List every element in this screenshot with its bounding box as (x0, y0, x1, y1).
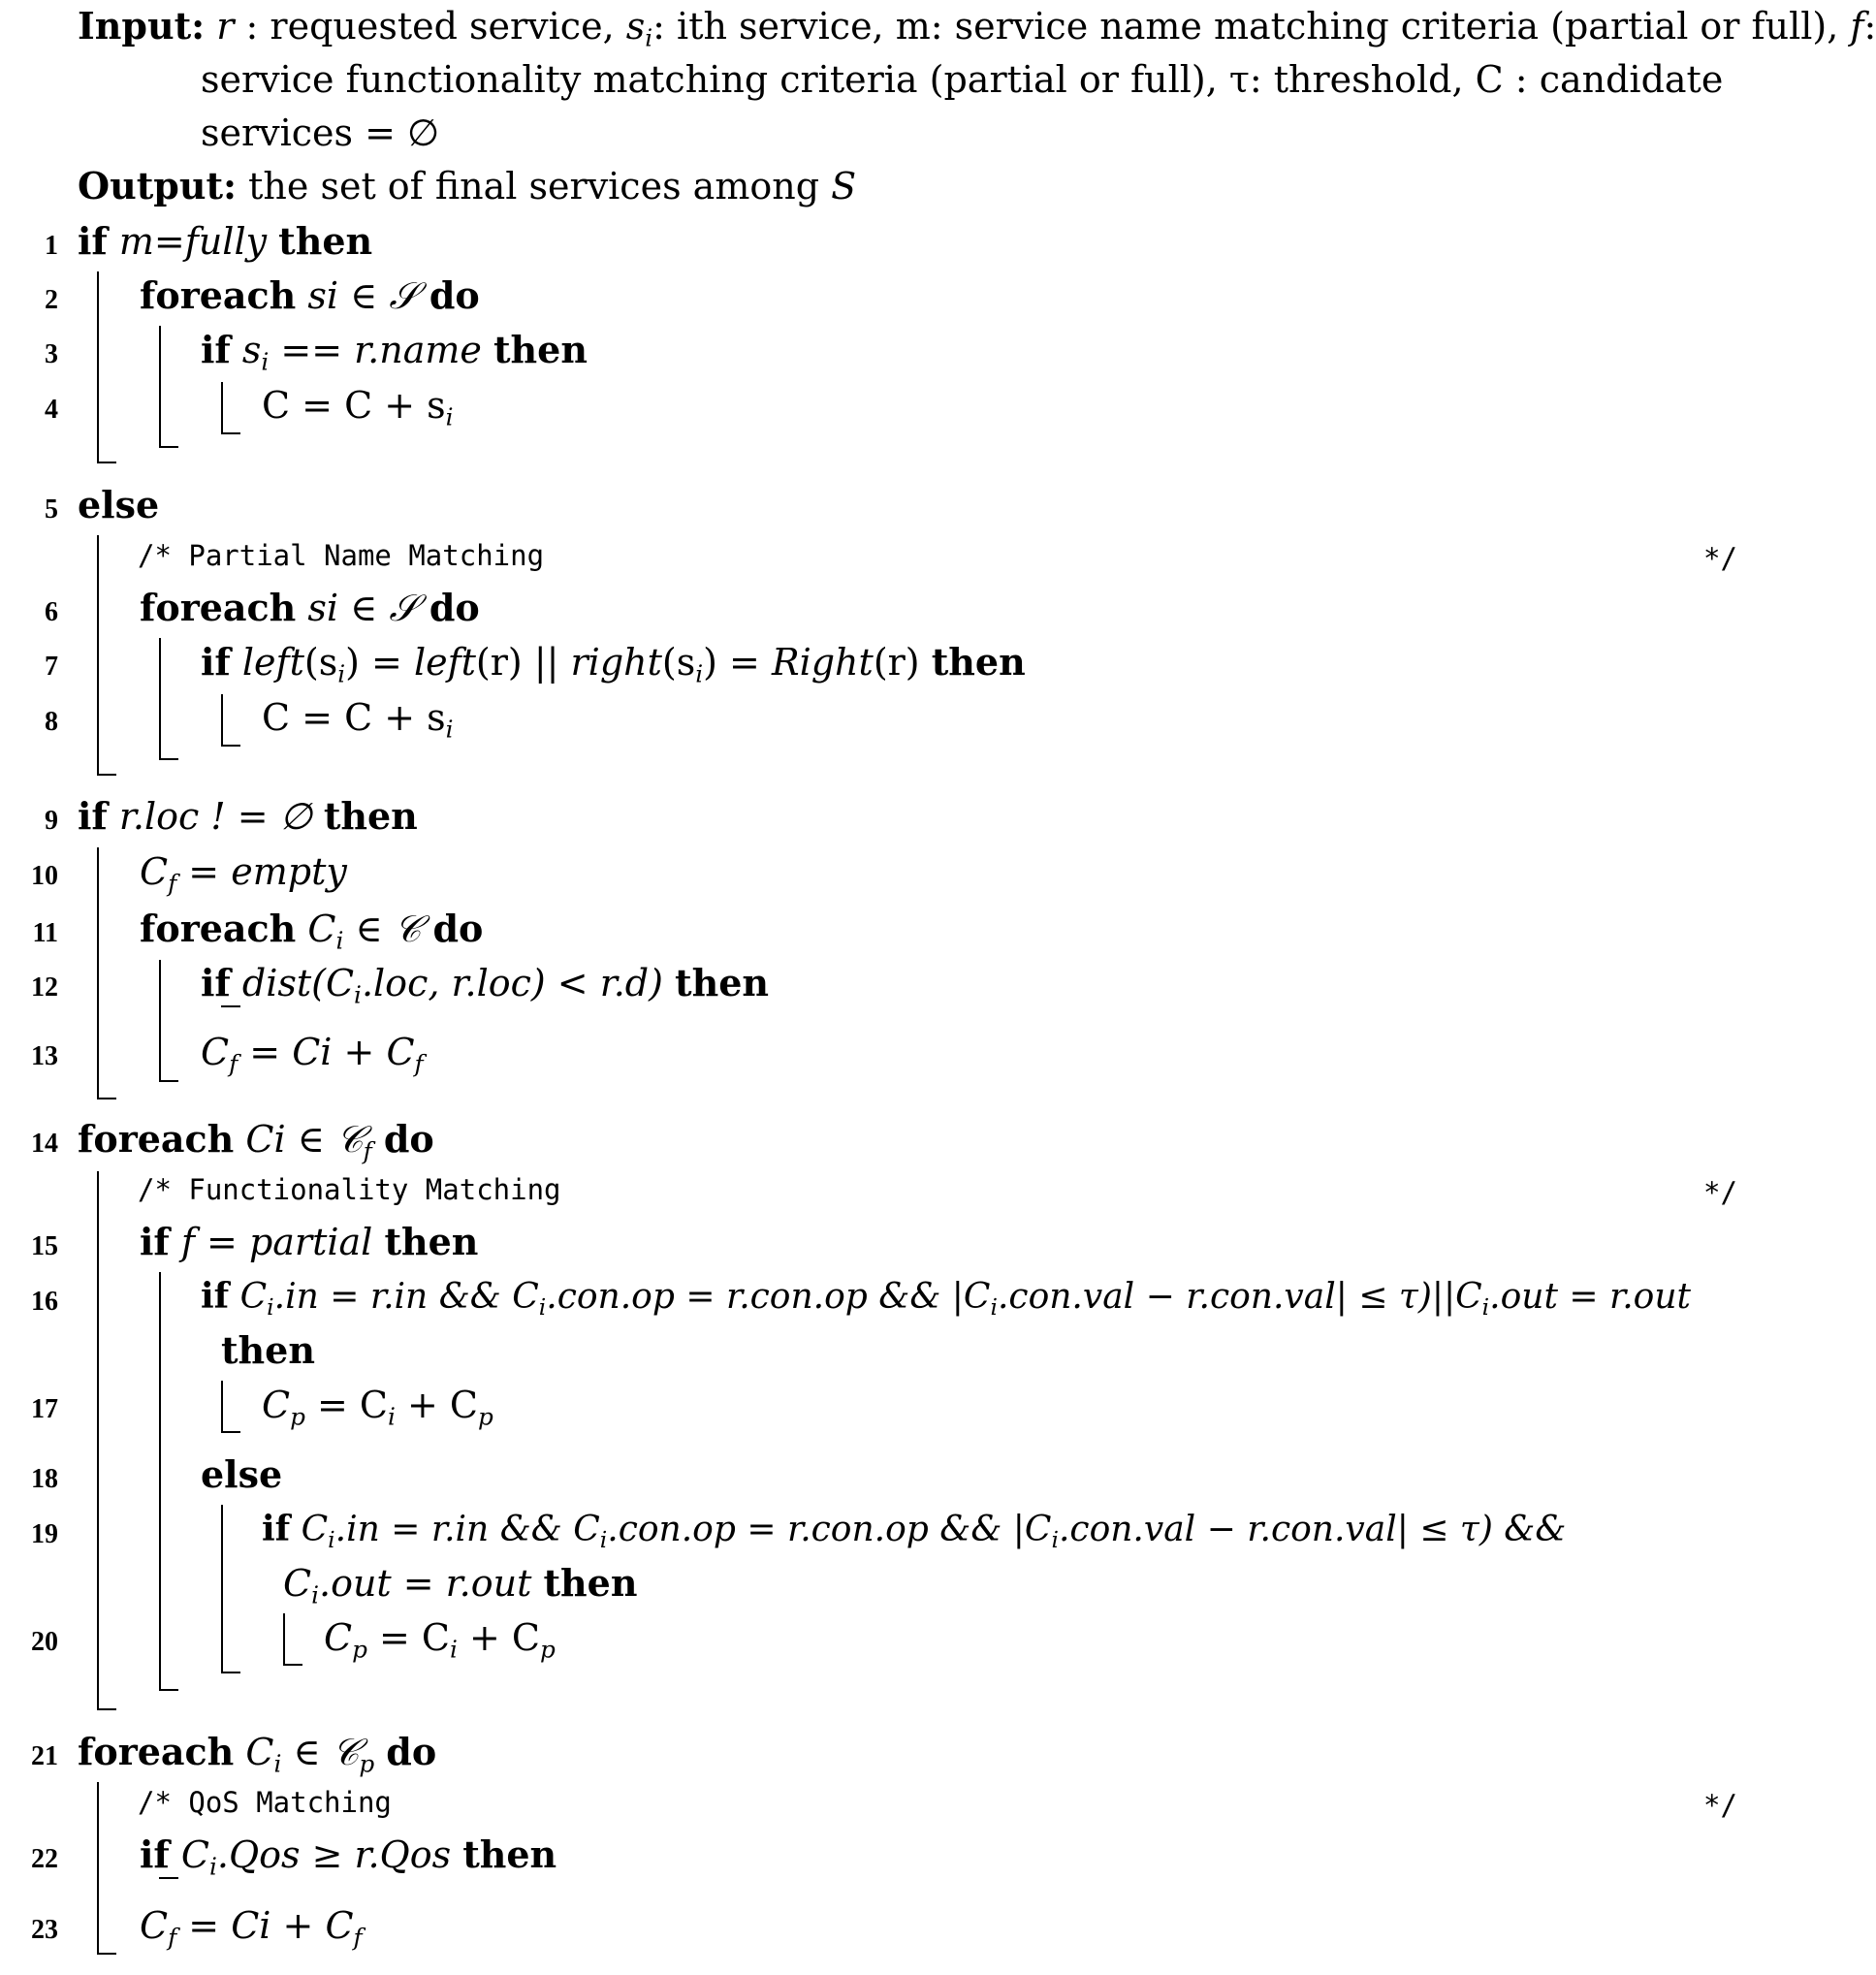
expr-sub: i (695, 659, 704, 688)
expr: .con.op = r.con.op && |C (546, 1277, 991, 1317)
line-number: 5 (45, 494, 58, 525)
block-rule (159, 326, 161, 448)
expr: = C (304, 1384, 388, 1426)
line-number: 20 (31, 1627, 58, 1657)
kw-do: do (432, 907, 484, 950)
line-number: 16 (31, 1287, 58, 1317)
expr: .con.val − r.con.val| ≤ τ)||C (997, 1277, 1482, 1317)
expr: = C (366, 1616, 450, 1659)
expr-sub: f (414, 1049, 424, 1078)
output-text: the set of final services among (248, 165, 820, 207)
block-rule (97, 271, 99, 463)
expr-sub: i (599, 1526, 608, 1554)
expr: (r) || (475, 641, 571, 684)
expr-sub: p (539, 1635, 556, 1664)
kw-else: else (78, 483, 160, 526)
input-var-s: s (625, 5, 646, 48)
kw-foreach: foreach (78, 1117, 235, 1161)
expr: C (201, 1031, 230, 1073)
expr-sub: i (387, 1402, 396, 1431)
expr: s (241, 329, 262, 371)
expr: .in = r.in && C (273, 1277, 539, 1317)
line-number: 9 (45, 806, 58, 836)
expr-sub: p (290, 1402, 305, 1431)
line-number: 3 (45, 339, 58, 369)
expr: si (307, 274, 339, 317)
expr: .in = r.in && C (334, 1510, 600, 1549)
expr-sub: i (538, 1293, 547, 1322)
block-rule (97, 1953, 116, 1955)
comment-qos: /* QoS Matching (138, 1786, 392, 1819)
block-rule (97, 462, 116, 463)
expr: .loc, r.loc) < r.d) (361, 962, 663, 1004)
block-rule (97, 1098, 116, 1099)
output-var: S (831, 165, 857, 207)
kw-foreach: foreach (78, 1730, 235, 1773)
block-rule (221, 432, 240, 434)
input-line-3: services = ∅ (201, 111, 440, 154)
algo-line-23 (140, 1904, 363, 1952)
line-number: 1 (45, 231, 58, 261)
kw-if: if (201, 961, 231, 1004)
block-rule (159, 1080, 178, 1082)
expr-sub: i (311, 1580, 319, 1609)
kw-if: if (201, 1276, 230, 1317)
expr: right (570, 641, 662, 684)
input-text-2: : ith service, m: service name matching criteria (partial or full), (652, 5, 1851, 48)
kw-if: if (78, 219, 108, 263)
expr-sub: i (354, 980, 362, 1009)
algo-line-22 (140, 1832, 557, 1881)
kw-if: if (262, 1509, 291, 1549)
output-label: Output: (78, 164, 238, 207)
line-number: 8 (45, 707, 58, 737)
expr-sub: i (267, 1293, 274, 1322)
expr: = Ci + C (238, 1031, 415, 1073)
block-rule (221, 1381, 223, 1433)
algo-line-5 (78, 483, 160, 526)
expr: ) = (703, 641, 772, 684)
expr: si (307, 587, 339, 629)
comment-end: */ (1703, 542, 1737, 575)
input-label: Input: (78, 4, 206, 48)
kw-then: then (323, 794, 418, 838)
algo-line-7 (201, 640, 1026, 688)
line-number: 4 (45, 395, 58, 425)
algo-line-12 (201, 961, 770, 1009)
expr: = Ci + C (176, 1904, 354, 1947)
expr: (s (661, 641, 696, 684)
comment-functionality: /* Functionality Matching (138, 1173, 561, 1206)
expr: 𝒞 (394, 908, 422, 950)
expr: = empty (176, 850, 347, 893)
expr-sub: i (335, 926, 344, 955)
input-sub-i: i (645, 23, 653, 52)
kw-do: do (383, 1117, 434, 1161)
kw-then: then (278, 219, 373, 263)
expr: C (283, 1562, 312, 1605)
expr: C (245, 1731, 274, 1773)
block-rule (159, 446, 178, 448)
comment-end: */ (1703, 1176, 1737, 1209)
expr: left (241, 641, 304, 684)
expr: .out = r.out (318, 1562, 532, 1605)
line-number: 19 (31, 1519, 58, 1549)
block-rule (221, 745, 240, 747)
input-var-f: f (1850, 5, 1864, 48)
line-number: 23 (31, 1915, 58, 1945)
line-number: 21 (31, 1741, 58, 1771)
expr: C = C + s (262, 696, 446, 739)
line-number: 10 (31, 861, 58, 891)
block-rule (97, 1708, 116, 1710)
input-text-1: : requested service, (234, 5, 626, 48)
block-rule (97, 535, 99, 776)
expr: C (262, 1384, 291, 1426)
algo-line-10 (140, 850, 347, 898)
expr: + C (395, 1384, 478, 1426)
expr: ) = (345, 641, 414, 684)
expr-sub: i (273, 1749, 282, 1778)
expr: 𝒮 (389, 587, 418, 629)
expr: 𝒞 (335, 1118, 364, 1161)
line-number: 12 (31, 972, 58, 1003)
block-rule (159, 960, 161, 1082)
algo-line-11: foreach $C_i$ ∈ 𝒞 do (140, 907, 484, 955)
expr: 𝒮 (389, 274, 418, 317)
underline-mark (221, 1005, 240, 1007)
expr-sub: i (449, 1635, 458, 1664)
kw-if: if (140, 1832, 170, 1876)
algo-line-21: foreach $C_i$ ∈ 𝒞$_p$ do (78, 1730, 437, 1778)
expr-sub: i (445, 715, 454, 744)
expr-sub: f (353, 1923, 363, 1952)
expr-sub: f (229, 1049, 238, 1078)
expr: C (140, 850, 169, 893)
block-rule (97, 774, 116, 776)
algo-line-9 (78, 794, 418, 838)
kw-then: then (221, 1328, 315, 1372)
output-line (78, 164, 857, 207)
block-rule (159, 1689, 178, 1691)
expr: C (140, 1904, 169, 1947)
expr: r.name (354, 329, 482, 371)
kw-then: then (675, 961, 770, 1004)
line-number: 15 (31, 1231, 58, 1261)
kw-do: do (429, 586, 480, 629)
kw-if: if (201, 640, 231, 684)
line-number: 18 (31, 1464, 58, 1494)
expr-sub: i (337, 659, 346, 688)
algo-line-14: foreach Ci ∈ 𝒞$_f$ do (78, 1117, 434, 1165)
expr-sub: i (1051, 1526, 1059, 1554)
kw-if: if (78, 794, 108, 838)
expr: C (307, 908, 336, 950)
underline-mark (159, 1877, 178, 1879)
kw-if: if (201, 328, 231, 371)
expr: (r) (873, 641, 920, 684)
expr: Ci (245, 1118, 286, 1161)
algo-line-4 (262, 384, 454, 431)
block-rule (221, 382, 223, 434)
block-rule (283, 1664, 302, 1666)
algo-line-8 (262, 696, 454, 744)
expr: left (413, 641, 476, 684)
block-rule (283, 1613, 285, 1666)
algo-line-20 (324, 1616, 556, 1664)
expr-sub: p (352, 1635, 367, 1664)
expr: C (324, 1616, 353, 1659)
algo-line-6: foreach si ∈ 𝒮 do (140, 586, 480, 629)
expr-sub: f (168, 1923, 177, 1952)
algo-line-19-cont (283, 1561, 638, 1609)
block-rule (221, 694, 223, 747)
algo-line-17 (262, 1384, 493, 1431)
kw-then: then (931, 640, 1026, 684)
kw-then: then (384, 1220, 479, 1263)
expr: .Qos ≥ r.Qos (216, 1833, 452, 1876)
expr: .con.op = r.con.op && |C (607, 1510, 1052, 1549)
line-number: 14 (31, 1129, 58, 1159)
expr: + C (457, 1616, 540, 1659)
expr: C (301, 1510, 329, 1549)
expr: (s (303, 641, 338, 684)
block-rule (159, 638, 161, 760)
expr: C (180, 1833, 209, 1876)
line-number: 2 (45, 285, 58, 315)
kw-foreach: foreach (140, 907, 297, 950)
expr: r.loc ! = ∅ (118, 795, 312, 838)
block-rule (221, 1672, 240, 1673)
expr-sub: p (359, 1749, 375, 1778)
expr: == (269, 329, 355, 371)
expr-sub: i (328, 1526, 335, 1554)
expr: dist(C (241, 962, 355, 1004)
expr: 𝒞 (332, 1731, 360, 1773)
line-number: 11 (32, 918, 58, 948)
expr: C = C + s (262, 384, 446, 427)
line-number: 6 (45, 597, 58, 627)
algo-line-15 (140, 1220, 479, 1263)
kw-then: then (462, 1832, 557, 1876)
expr-sub: f (363, 1136, 372, 1165)
block-rule (221, 1431, 240, 1433)
kw-then: then (543, 1561, 638, 1605)
expr: .out = r.out (1489, 1277, 1691, 1317)
expr-sub: i (1481, 1293, 1490, 1322)
expr-sub: f (168, 869, 177, 898)
input-text-3: : (1863, 5, 1876, 48)
kw-foreach: foreach (140, 586, 297, 629)
kw-then: then (493, 328, 588, 371)
input-var-r: r (216, 5, 235, 48)
algo-line-19 (262, 1509, 1567, 1554)
expr: Right (771, 641, 874, 684)
expr-sub: p (477, 1402, 493, 1431)
kw-if: if (140, 1220, 170, 1263)
algo-line-13 (201, 1031, 424, 1078)
algo-line-16-cont (221, 1328, 315, 1372)
input-line-2: service functionality matching criteria (partial or full), τ: threshold, C : candidate (201, 58, 1724, 101)
algo-line-18 (201, 1452, 283, 1496)
block-rule (159, 758, 178, 760)
kw-do: do (386, 1730, 437, 1773)
expr-sub: i (261, 347, 270, 376)
algo-line-2: foreach si ∈ 𝒮 do (140, 273, 480, 317)
kw-do: do (429, 273, 480, 317)
block-rule (221, 1505, 223, 1673)
algo-line-3 (201, 328, 588, 376)
kw-else: else (201, 1452, 283, 1496)
block-rule (97, 847, 99, 1099)
block-rule (159, 1272, 161, 1691)
line-number: 22 (31, 1844, 58, 1874)
expr-sub: i (445, 402, 454, 431)
expr: m=fully (118, 220, 268, 263)
expr: .con.val − r.con.val| ≤ τ) && (1058, 1510, 1567, 1549)
algo-line-16 (201, 1276, 1691, 1322)
expr-sub: i (208, 1852, 217, 1881)
kw-foreach: foreach (140, 273, 297, 317)
expr: f = partial (180, 1221, 373, 1263)
block-rule (97, 1782, 99, 1955)
algo-line-1 (78, 219, 373, 263)
block-rule (97, 1171, 99, 1710)
line-number: 13 (31, 1041, 58, 1071)
comment-partial-name: /* Partial Name Matching (138, 539, 545, 572)
input-line-1 (78, 4, 1876, 52)
line-number: 7 (45, 652, 58, 682)
line-number: 17 (31, 1394, 58, 1424)
comment-end: */ (1703, 1789, 1737, 1822)
expr-sub: i (990, 1293, 998, 1322)
expr: C (239, 1277, 268, 1317)
